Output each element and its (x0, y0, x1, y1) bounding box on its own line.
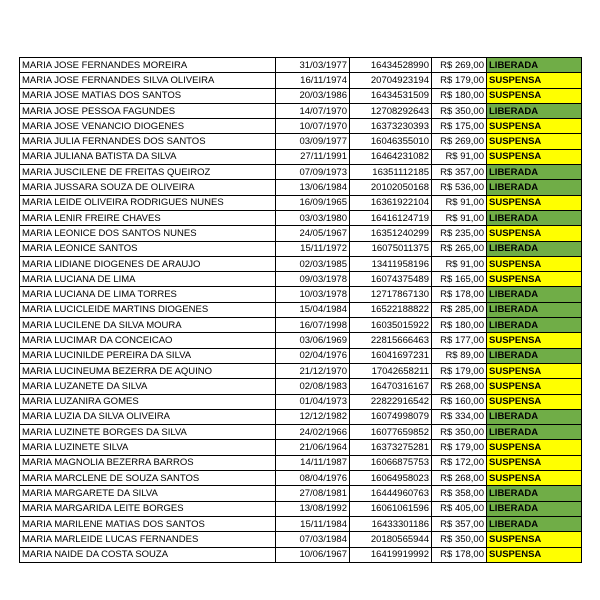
table-row[interactable] (20, 547, 582, 562)
id-number-cell[interactable]: 16373230393 (350, 119, 432, 134)
name-cell[interactable]: MARIA LUCILENE DA SILVA MOURA (20, 318, 276, 333)
value-cell[interactable]: R$ 357,00 (432, 516, 487, 531)
value-cell[interactable]: R$ 175,00 (432, 119, 487, 134)
id-number-cell[interactable]: 16351112185 (350, 165, 432, 180)
status-cell[interactable]: LIBERADA (487, 210, 582, 225)
birth-date-cell[interactable]: 13/06/1984 (276, 180, 350, 195)
value-cell[interactable]: R$ 536,00 (432, 180, 487, 195)
id-number-cell[interactable]: 17042658211 (350, 363, 432, 378)
birth-date-cell[interactable]: 15/11/1972 (276, 241, 350, 256)
value-cell[interactable]: R$ 269,00 (432, 134, 487, 149)
value-cell[interactable]: R$ 91,00 (432, 149, 487, 164)
status-cell[interactable]: SUSPENSA (487, 119, 582, 134)
value-cell[interactable]: R$ 350,00 (432, 425, 487, 440)
name-cell[interactable]: MARIA JULIANA BATISTA DA SILVA (20, 149, 276, 164)
table-row[interactable] (20, 501, 582, 516)
value-cell[interactable]: R$ 268,00 (432, 379, 487, 394)
value-cell[interactable]: R$ 91,00 (432, 256, 487, 271)
id-number-cell[interactable]: 16434531509 (350, 88, 432, 103)
id-number-cell[interactable]: 16064958023 (350, 471, 432, 486)
id-number-cell[interactable]: 16373275281 (350, 440, 432, 455)
table-row[interactable] (20, 409, 582, 424)
value-cell[interactable]: R$ 358,00 (432, 486, 487, 501)
table-row[interactable] (20, 516, 582, 531)
benefit-table (19, 57, 582, 563)
birth-date-cell[interactable]: 16/11/1974 (276, 73, 350, 88)
birth-date-cell[interactable]: 03/06/1969 (276, 333, 350, 348)
value-cell[interactable]: R$ 357,00 (432, 165, 487, 180)
birth-date-cell[interactable]: 10/06/1967 (276, 547, 350, 562)
name-cell[interactable]: MARIA LUCIANA DE LIMA TORRES (20, 287, 276, 302)
birth-date-cell[interactable]: 03/09/1977 (276, 134, 350, 149)
name-cell[interactable]: MARIA MARGARETE DA SILVA (20, 486, 276, 501)
name-cell[interactable]: MARIA JOSE PESSOA FAGUNDES (20, 103, 276, 118)
value-cell[interactable]: R$ 160,00 (432, 394, 487, 409)
name-cell[interactable]: MARIA LUCIANA DE LIMA (20, 272, 276, 287)
status-cell[interactable]: SUSPENSA (487, 532, 582, 547)
table-row[interactable] (20, 134, 582, 149)
value-cell[interactable]: R$ 268,00 (432, 471, 487, 486)
status-cell[interactable]: SUSPENSA (487, 195, 582, 210)
name-cell[interactable]: MARIA JUSSARA SOUZA DE OLIVEIRA (20, 180, 276, 195)
birth-date-cell[interactable]: 21/06/1964 (276, 440, 350, 455)
id-number-cell[interactable]: 16419919992 (350, 547, 432, 562)
birth-date-cell[interactable]: 15/11/1984 (276, 516, 350, 531)
status-cell[interactable]: LIBERADA (487, 318, 582, 333)
birth-date-cell[interactable]: 12/12/1982 (276, 409, 350, 424)
value-cell[interactable]: R$ 177,00 (432, 333, 487, 348)
table-row[interactable] (20, 333, 582, 348)
id-number-cell[interactable]: 20102050168 (350, 180, 432, 195)
id-number-cell[interactable]: 16416124719 (350, 210, 432, 225)
status-cell[interactable]: SUSPENSA (487, 73, 582, 88)
birth-date-cell[interactable]: 02/08/1983 (276, 379, 350, 394)
id-number-cell[interactable]: 12717867130 (350, 287, 432, 302)
id-number-cell[interactable]: 22822916542 (350, 394, 432, 409)
name-cell[interactable]: MARIA LUCINEUMA BEZERRA DE AQUINO (20, 363, 276, 378)
table-row[interactable] (20, 348, 582, 363)
birth-date-cell[interactable]: 09/03/1978 (276, 272, 350, 287)
value-cell[interactable]: R$ 285,00 (432, 302, 487, 317)
id-number-cell[interactable]: 16074998079 (350, 409, 432, 424)
status-cell[interactable]: SUSPENSA (487, 379, 582, 394)
birth-date-cell[interactable]: 10/03/1978 (276, 287, 350, 302)
id-number-cell[interactable]: 16077659852 (350, 425, 432, 440)
id-number-cell[interactable]: 16351240299 (350, 226, 432, 241)
table-row[interactable] (20, 103, 582, 118)
name-cell[interactable]: MARIA JUSCILENE DE FREITAS QUEIROZ (20, 165, 276, 180)
value-cell[interactable]: R$ 178,00 (432, 287, 487, 302)
id-number-cell[interactable]: 16041697231 (350, 348, 432, 363)
table-row[interactable] (20, 532, 582, 547)
status-cell[interactable]: SUSPENSA (487, 363, 582, 378)
table-row[interactable] (20, 58, 582, 73)
table-row[interactable] (20, 88, 582, 103)
status-cell[interactable]: LIBERADA (487, 516, 582, 531)
table-row[interactable] (20, 486, 582, 501)
name-cell[interactable]: MARIA LUZINETE SILVA (20, 440, 276, 455)
name-cell[interactable]: MARIA LUZANETE DA SILVA (20, 379, 276, 394)
value-cell[interactable]: R$ 350,00 (432, 532, 487, 547)
value-cell[interactable]: R$ 178,00 (432, 547, 487, 562)
status-cell[interactable]: LIBERADA (487, 425, 582, 440)
status-cell[interactable]: SUSPENSA (487, 134, 582, 149)
table-row[interactable] (20, 302, 582, 317)
birth-date-cell[interactable]: 10/07/1970 (276, 119, 350, 134)
status-cell[interactable]: LIBERADA (487, 165, 582, 180)
status-cell[interactable]: LIBERADA (487, 302, 582, 317)
value-cell[interactable]: R$ 235,00 (432, 226, 487, 241)
table-row[interactable] (20, 425, 582, 440)
birth-date-cell[interactable]: 24/05/1967 (276, 226, 350, 241)
table-row[interactable] (20, 394, 582, 409)
status-cell[interactable]: SUSPENSA (487, 440, 582, 455)
id-number-cell[interactable]: 16361922104 (350, 195, 432, 210)
value-cell[interactable]: R$ 334,00 (432, 409, 487, 424)
name-cell[interactable]: MARIA LUCIMAR DA CONCEICAO (20, 333, 276, 348)
id-number-cell[interactable]: 16464231082 (350, 149, 432, 164)
birth-date-cell[interactable]: 01/04/1973 (276, 394, 350, 409)
table-row[interactable] (20, 226, 582, 241)
status-cell[interactable]: SUSPENSA (487, 455, 582, 470)
value-cell[interactable]: R$ 89,00 (432, 348, 487, 363)
id-number-cell[interactable]: 16434528990 (350, 58, 432, 73)
birth-date-cell[interactable]: 02/03/1985 (276, 256, 350, 271)
status-cell[interactable]: SUSPENSA (487, 256, 582, 271)
id-number-cell[interactable]: 16433301186 (350, 516, 432, 531)
value-cell[interactable]: R$ 269,00 (432, 58, 487, 73)
value-cell[interactable]: R$ 179,00 (432, 363, 487, 378)
birth-date-cell[interactable]: 14/07/1970 (276, 103, 350, 118)
status-cell[interactable]: LIBERADA (487, 287, 582, 302)
name-cell[interactable]: MARIA JOSE VENANCIO DIOGENES (20, 119, 276, 134)
table-row[interactable] (20, 149, 582, 164)
name-cell[interactable]: MARIA JULIA FERNANDES DOS SANTOS (20, 134, 276, 149)
birth-date-cell[interactable]: 14/11/1987 (276, 455, 350, 470)
table-row[interactable] (20, 379, 582, 394)
id-number-cell[interactable]: 16035015922 (350, 318, 432, 333)
id-number-cell[interactable]: 16444960763 (350, 486, 432, 501)
status-cell[interactable]: LIBERADA (487, 501, 582, 516)
birth-date-cell[interactable]: 27/08/1981 (276, 486, 350, 501)
status-cell[interactable]: SUSPENSA (487, 272, 582, 287)
value-cell[interactable]: R$ 180,00 (432, 88, 487, 103)
birth-date-cell[interactable]: 07/03/1984 (276, 532, 350, 547)
status-cell[interactable]: LIBERADA (487, 58, 582, 73)
value-cell[interactable]: R$ 165,00 (432, 272, 487, 287)
name-cell[interactable]: MARIA MARILENE MATIAS DOS SANTOS (20, 516, 276, 531)
value-cell[interactable]: R$ 172,00 (432, 455, 487, 470)
status-cell[interactable]: SUSPENSA (487, 333, 582, 348)
birth-date-cell[interactable]: 20/03/1986 (276, 88, 350, 103)
name-cell[interactable]: MARIA LEIDE OLIVEIRA RODRIGUES NUNES (20, 195, 276, 210)
status-cell[interactable]: LIBERADA (487, 348, 582, 363)
table-row[interactable] (20, 363, 582, 378)
id-number-cell[interactable]: 13411958196 (350, 256, 432, 271)
table-body (20, 58, 582, 563)
status-cell[interactable]: SUSPENSA (487, 88, 582, 103)
table-row[interactable] (20, 119, 582, 134)
table-row[interactable] (20, 241, 582, 256)
id-number-cell[interactable]: 12708292643 (350, 103, 432, 118)
id-number-cell[interactable]: 22815666463 (350, 333, 432, 348)
value-cell[interactable]: R$ 91,00 (432, 195, 487, 210)
birth-date-cell[interactable]: 02/04/1976 (276, 348, 350, 363)
id-number-cell[interactable]: 16061061596 (350, 501, 432, 516)
value-cell[interactable]: R$ 405,00 (432, 501, 487, 516)
name-cell[interactable]: MARIA MARCLENE DE SOUZA SANTOS (20, 471, 276, 486)
name-cell[interactable]: MARIA LUZANIRA GOMES (20, 394, 276, 409)
name-cell[interactable]: MARIA MAGNOLIA BEZERRA BARROS (20, 455, 276, 470)
status-cell[interactable]: LIBERADA (487, 180, 582, 195)
name-cell[interactable]: MARIA LUCINILDE PEREIRA DA SILVA (20, 348, 276, 363)
table-row[interactable] (20, 180, 582, 195)
name-cell[interactable]: MARIA LUCICLEIDE MARTINS DIOGENES (20, 302, 276, 317)
value-cell[interactable]: R$ 91,00 (432, 210, 487, 225)
status-cell[interactable]: LIBERADA (487, 241, 582, 256)
birth-date-cell[interactable]: 31/03/1977 (276, 58, 350, 73)
value-cell[interactable]: R$ 180,00 (432, 318, 487, 333)
id-number-cell[interactable]: 16046355010 (350, 134, 432, 149)
birth-date-cell[interactable]: 27/11/1991 (276, 149, 350, 164)
name-cell[interactable]: MARIA JOSE FERNANDES MOREIRA (20, 58, 276, 73)
id-number-cell[interactable]: 20180565944 (350, 532, 432, 547)
value-cell[interactable]: R$ 179,00 (432, 73, 487, 88)
birth-date-cell[interactable]: 16/07/1998 (276, 318, 350, 333)
status-cell[interactable]: LIBERADA (487, 486, 582, 501)
value-cell[interactable]: R$ 179,00 (432, 440, 487, 455)
id-number-cell[interactable]: 16522188822 (350, 302, 432, 317)
id-number-cell[interactable]: 16075011375 (350, 241, 432, 256)
id-number-cell[interactable]: 16074375489 (350, 272, 432, 287)
birth-date-cell[interactable]: 08/04/1976 (276, 471, 350, 486)
table-row[interactable] (20, 318, 582, 333)
name-cell[interactable]: MARIA JOSE FERNANDES SILVA OLIVEIRA (20, 73, 276, 88)
name-cell[interactable]: MARIA LIDIANE DIOGENES DE ARAUJO (20, 256, 276, 271)
birth-date-cell[interactable]: 21/12/1970 (276, 363, 350, 378)
birth-date-cell[interactable]: 13/08/1992 (276, 501, 350, 516)
status-cell[interactable]: SUSPENSA (487, 149, 582, 164)
table-row[interactable] (20, 210, 582, 225)
name-cell[interactable]: MARIA LUZINETE BORGES DA SILVA (20, 425, 276, 440)
status-cell[interactable]: LIBERADA (487, 103, 582, 118)
table-row[interactable] (20, 440, 582, 455)
birth-date-cell[interactable]: 24/02/1966 (276, 425, 350, 440)
value-cell[interactable]: R$ 265,00 (432, 241, 487, 256)
name-cell[interactable]: MARIA LEONICE SANTOS (20, 241, 276, 256)
table-row[interactable] (20, 195, 582, 210)
table-row[interactable] (20, 471, 582, 486)
birth-date-cell[interactable]: 15/04/1984 (276, 302, 350, 317)
id-number-cell[interactable]: 16470316167 (350, 379, 432, 394)
table-row[interactable] (20, 73, 582, 88)
name-cell[interactable]: MARIA MARLEIDE LUCAS FERNANDES (20, 532, 276, 547)
table-row[interactable] (20, 272, 582, 287)
id-number-cell[interactable]: 16066875753 (350, 455, 432, 470)
birth-date-cell[interactable]: 16/09/1965 (276, 195, 350, 210)
birth-date-cell[interactable]: 07/09/1973 (276, 165, 350, 180)
name-cell[interactable]: MARIA NAIDE DA COSTA SOUZA (20, 547, 276, 562)
id-number-cell[interactable]: 20704923194 (350, 73, 432, 88)
table-row[interactable] (20, 165, 582, 180)
name-cell[interactable]: MARIA LUZIA DA SILVA OLIVEIRA (20, 409, 276, 424)
name-cell[interactable]: MARIA LEONICE DOS SANTOS NUNES (20, 226, 276, 241)
value-cell[interactable]: R$ 350,00 (432, 103, 487, 118)
status-cell[interactable]: SUSPENSA (487, 394, 582, 409)
status-cell[interactable]: LIBERADA (487, 409, 582, 424)
name-cell[interactable]: MARIA LENIR FREIRE CHAVES (20, 210, 276, 225)
table-row[interactable] (20, 256, 582, 271)
status-cell[interactable]: SUSPENSA (487, 547, 582, 562)
status-cell[interactable]: SUSPENSA (487, 226, 582, 241)
name-cell[interactable]: MARIA JOSE MATIAS DOS SANTOS (20, 88, 276, 103)
status-cell[interactable]: SUSPENSA (487, 471, 582, 486)
table-row[interactable] (20, 287, 582, 302)
birth-date-cell[interactable]: 03/03/1980 (276, 210, 350, 225)
spreadsheet (19, 57, 581, 563)
name-cell[interactable]: MARIA MARGARIDA LEITE BORGES (20, 501, 276, 516)
table-row[interactable] (20, 455, 582, 470)
